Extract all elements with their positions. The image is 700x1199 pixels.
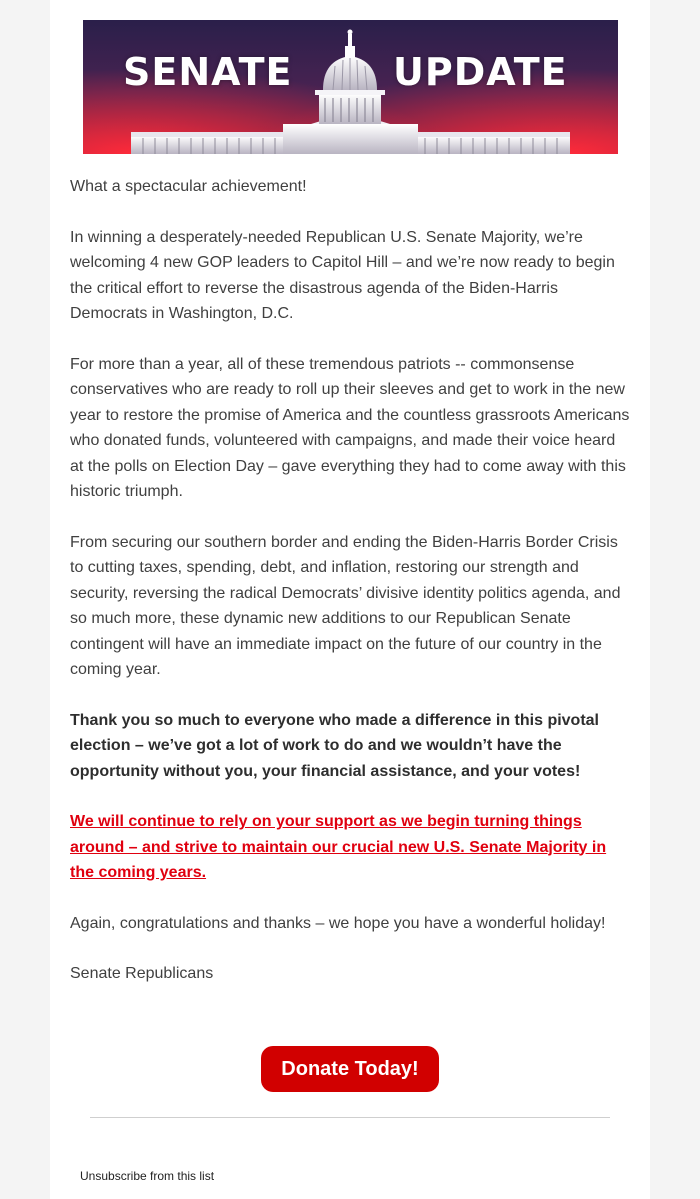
email-body xyxy=(70,174,630,1012)
paragraph-majority: In winning a desperately-needed Republican U.S. Senate Majority, we’re welcoming 4 new GOP leaders to Capitol Hill – and we’re now ready to begin the critical effort to reverse the disastrous agenda of the Biden-Harris Democrats in Washington, D.C. xyxy=(70,228,615,322)
support-link[interactable]: We will continue to rely on your support as we begin turning things around – and strive to maintain our crucial new U.S. Senate Majority in the coming years. xyxy=(70,813,607,881)
signature-text: Senate Republicans xyxy=(70,965,214,982)
email-card xyxy=(50,0,650,1199)
thanks-bold-text: Thank you so much to everyone who made a difference in this pivotal election – we’ve got a lot of work to do and we wouldn’t have the opportunity without you, your financial assistance, and your votes! xyxy=(70,711,599,780)
unsubscribe-link[interactable]: Unsubscribe from this list xyxy=(80,1169,215,1183)
support-paragraph xyxy=(70,809,630,886)
paragraph-patriots: For more than a year, all of these tremendous patriots -- commonsense conservatives who are ready to roll up their sleeves and get to work in the new year to restore the promise of America and the countless grassroots Americans who donated funds, volunteered with campaigns, and made their voice heard at the polls on Election Day – gave everything they had to come away with this historic triumph. xyxy=(70,355,630,500)
banner-word-update: UPDATE xyxy=(393,50,568,94)
senate-update-banner xyxy=(83,20,618,154)
donate-today-button[interactable]: Donate Today! xyxy=(261,1046,439,1092)
banner-word-senate: SENATE xyxy=(123,50,293,94)
greeting-text: What a spectacular achievement! xyxy=(70,178,307,195)
closing-text: Again, congratulations and thanks – we hope you have a wonderful holiday! xyxy=(70,914,606,932)
footer-divider xyxy=(90,1117,610,1118)
capitol-building-icon xyxy=(83,20,618,154)
paragraph-agenda: From securing our southern border and ending the Biden-Harris Border Crisis to cutting taxes, spending, debt, and inflation, restoring our strength and security, reversing the radical Democrats’ divisive identity politics agenda, and so much more, these dynamic new additions to our Republican Senate contingent will have an immediate impact on the future of our country in the coming year. xyxy=(70,533,621,678)
